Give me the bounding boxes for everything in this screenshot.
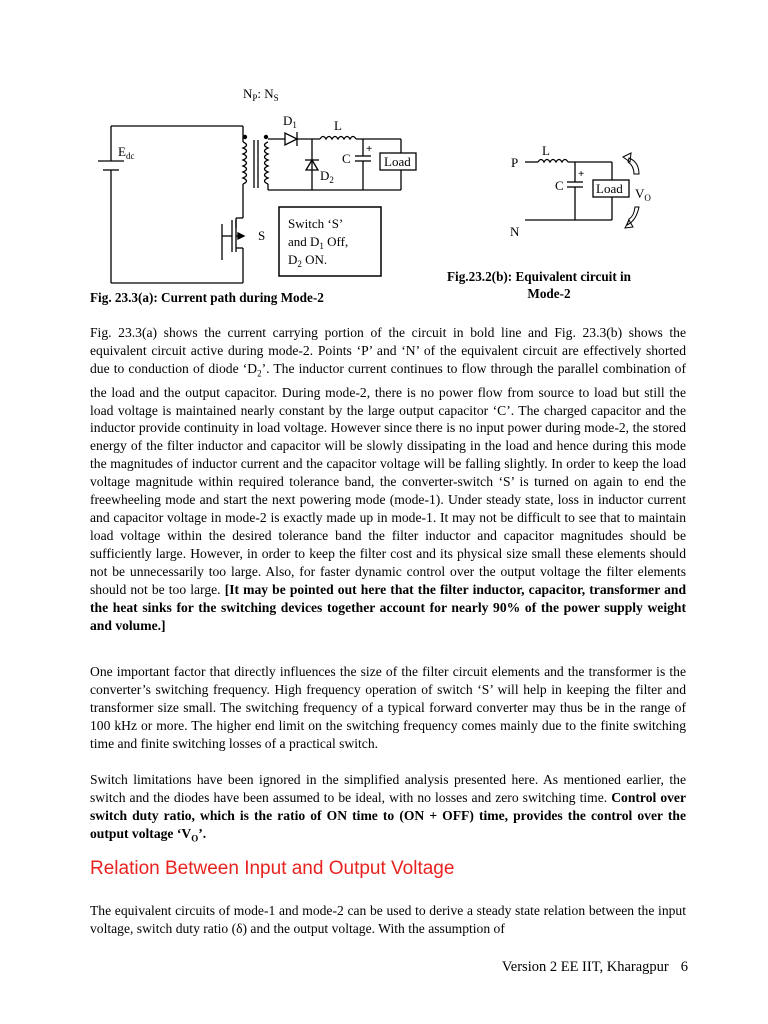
source-label: $E_{dc}$ [118,144,135,161]
figure-b-caption-line2: Mode-2 [527,286,571,301]
d1-label: $D_1$ [283,113,297,130]
figure-b-caption-line1: Fig.23.2(b): Equivalent circuit in [446,269,632,284]
circuit-diagram-mode2 [0,0,768,320]
paragraph-bold-note: [It may be pointed out here that the filter inductor, capacitor, transformer and the heat sinks for the switching devices together account for nearly 90% of the power supply weight and volume.] [90,582,687,633]
note-line-1: Switch ‘S’ [288,216,344,231]
capacitor-b-label: C [555,178,564,193]
note-line-3: $D_2$ ON. [288,252,328,269]
page-number: 6 [680,959,688,975]
note-line-2: and $D_1$ Off, [288,234,349,251]
switch-label: S [258,228,266,243]
vo-label: $V_O$ [635,186,651,203]
capacitor-plus: + [366,143,373,155]
page-footer [502,959,688,976]
paragraph-mode2-description: Fig. 23.3(a) shows the current carrying portion of the circuit in bold line and Fig. 23.3(b) shows the equivalent circuit active during mode-2. Points ‘P’ and ‘N’ of the equivalent circuit are effectively shorted due to conduction of diode ‘$D_2$’. The inductor current continues to flow through the parallel combination of the load and the output capacitor. During mode-2, there is no power flow from source to load but still the load voltage is maintained nearly constant by the large output capacitor ‘C’. The charged capacitor and the inductor provide continuity in load voltage. However since there is no input power during mode-2, the stored energy of the filter inductor and capacitor will be slowly dissipating in the load and hence during this mode the magnitudes of inductor current and the capacitor voltage will be falling slightly. In order to keep the load voltage magnitude within required tolerance band, the converter-switch ‘S’ is turned on again to end the freewheeling mode and start the next powering mode (mode-1). Under steady state, loss in inductor current and capacitor voltage in mode-2 is exactly made up in mode-1. It may not be difficult to see that to maintain load voltage within the desired tolerance band the filter inductor and capacitor magnitudes should be sufficiently large. However, in order to keep the filter cost and its physical size small these elements should not be unnecessarily too large. Also, for faster dynamic control over the output voltage the filter elements should not be too large. [It may be pointed out here that the filter inductor, capacitor, transformer and the heat sinks for the switching devices together account for nearly 90% of the power supply weight and volume.] [90,325,687,633]
inductor-label: L [334,118,342,133]
section-heading: Relation Between Input and Output Voltage [90,858,455,879]
footer-text: Version 2 EE IIT, Kharagpur [501,959,669,975]
capacitor-label: C [342,151,351,166]
inductor-b-label: L [542,143,550,158]
node-n-label: N [510,224,520,239]
paragraph-relation: The equivalent circuits of mode-1 and mode-2 can be used to derive a steady state relation between the input voltage, switch duty ratio (δ) and the output voltage. With the assumption of [90,903,686,936]
node-p-label: P [511,155,519,170]
paragraph-duty-ratio-bold: Control over switch duty ratio, which is the ratio of ON time to (ON + OFF) time, provides the control over the output voltage ‘$V_O$’. [90,789,686,844]
paragraph-switching-frequency: One important factor that directly influences the size of the filter circuit elements and the transformer is the converter’s switching frequency. High frequency operation of switch ‘S’ will help in keeping the filter and transformer size small. The switching frequency of a typical forward converter may thus be in the range of 100 kHz or more. The higher end limit on the switching frequency comes mainly due to the finite switching time and finite switching losses of a practical switch. [90,664,686,751]
load-b-label: Load [596,181,623,196]
transformer-ratio-label: $N_P$: $N_S$ [243,86,279,103]
d2-label: $D_2$ [320,168,334,185]
paragraph-switch-limitations: Switch limitations have been ignored in the simplified analysis presented here. As mentioned earlier, the switch and the diodes have been assumed to be ideal, with no losses and zero switching time. Control over switch duty ratio, which is the ratio of ON time to (ON + OFF) time, provides the control over the output voltage ‘$V_O$’. [90,772,686,844]
figure-a-caption: Fig. 23.3(a): Current path during Mode-2 [90,290,324,305]
capacitor-b-plus: + [578,168,585,180]
load-label: Load [384,154,411,169]
